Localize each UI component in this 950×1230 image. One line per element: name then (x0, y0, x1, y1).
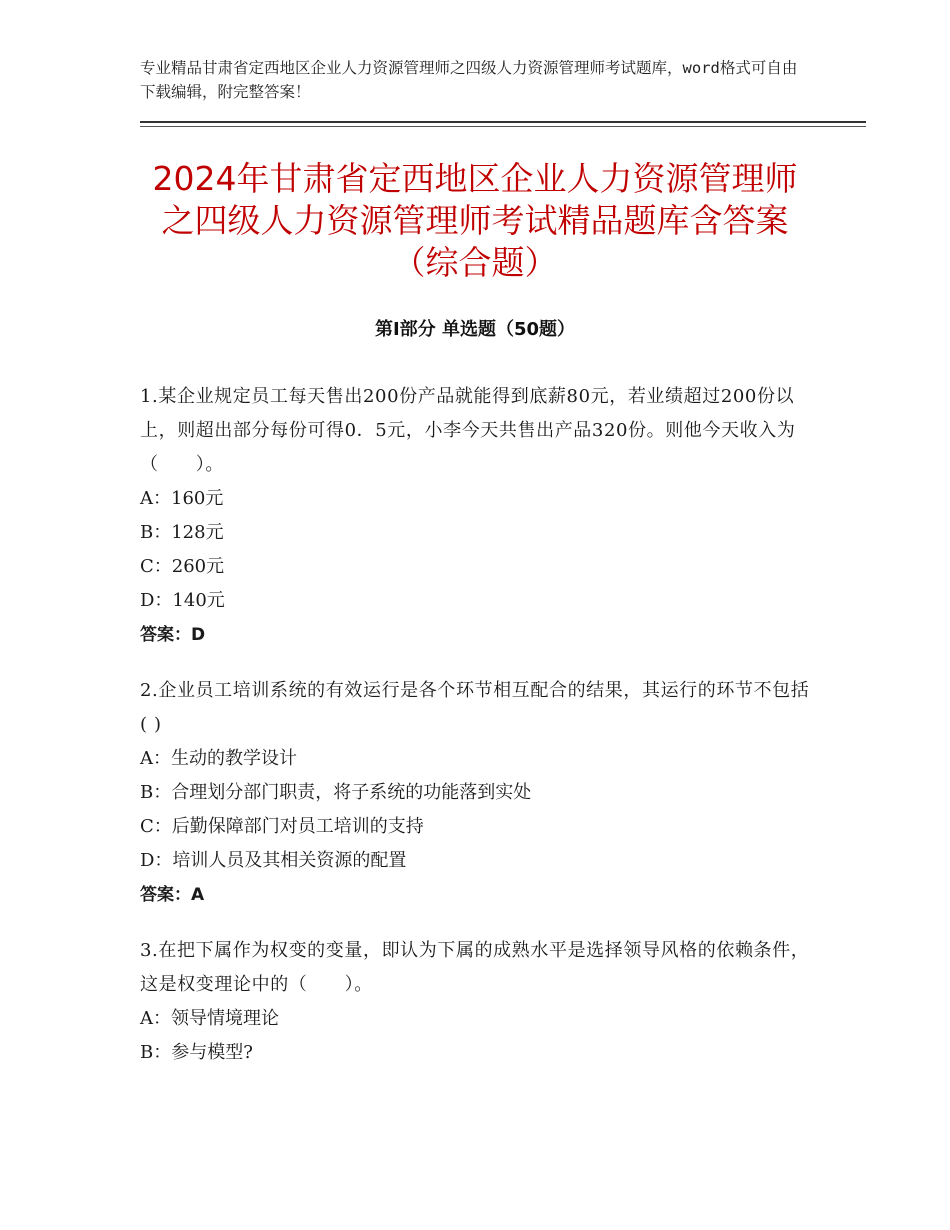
question-text: 3.在把下属作为权变的变量，即认为下属的成熟水平是选择领导风格的依赖条件，这是权变理论中的（ ）。 (140, 940, 810, 995)
question-1 (140, 380, 810, 652)
option-a: A：领导情境理论 (140, 1008, 279, 1029)
title-line-2: 之四级人力资源管理师考试精品题库含答案 (161, 201, 789, 240)
option-a: A：160元 (140, 488, 224, 509)
question-2 (140, 674, 810, 912)
header-rule-thick (140, 121, 866, 123)
question-3 (140, 934, 810, 1070)
question-list (140, 380, 810, 1092)
option-b: B：合理划分部门职责，将子系统的功能落到实处 (140, 782, 532, 803)
option-d: D：140元 (140, 590, 225, 611)
section-title: 第Ⅰ部分 单选题（50题） (374, 319, 575, 340)
option-b: B：参与模型? (140, 1042, 253, 1063)
option-c: C：后勤保障部门对员工培训的支持 (140, 816, 424, 837)
answer: 答案：A (140, 885, 205, 905)
option-c: C：260元 (140, 556, 225, 577)
header-rule-thin (140, 126, 866, 127)
option-b: B：128元 (140, 522, 224, 543)
option-d: D：培训人员及其相关资源的配置 (140, 850, 407, 871)
option-a: A：生动的教学设计 (140, 748, 297, 769)
title-line-3: （综合题） (392, 243, 558, 282)
title-line-1: 2024年甘肃省定西地区企业人力资源管理师 (152, 159, 798, 198)
question-text: 1.某企业规定员工每天售出200份产品就能得到底薪80元，若业绩超过200份以上，则超出部分每份可得0．5元，小李今天共售出产品320份。则他今天收入为（ ）。 (140, 386, 796, 475)
answer: 答案：D (140, 625, 206, 645)
question-text: 2.企业员工培训系统的有效运行是各个环节相互配合的结果，其运行的环节不包括( ) (140, 680, 810, 735)
header-note: 专业精品甘肃省定西地区企业人力资源管理师之四级人力资源管理师考试题库，word格式可自由下载编辑，附完整答案！ (140, 59, 798, 101)
document-title (140, 158, 810, 284)
